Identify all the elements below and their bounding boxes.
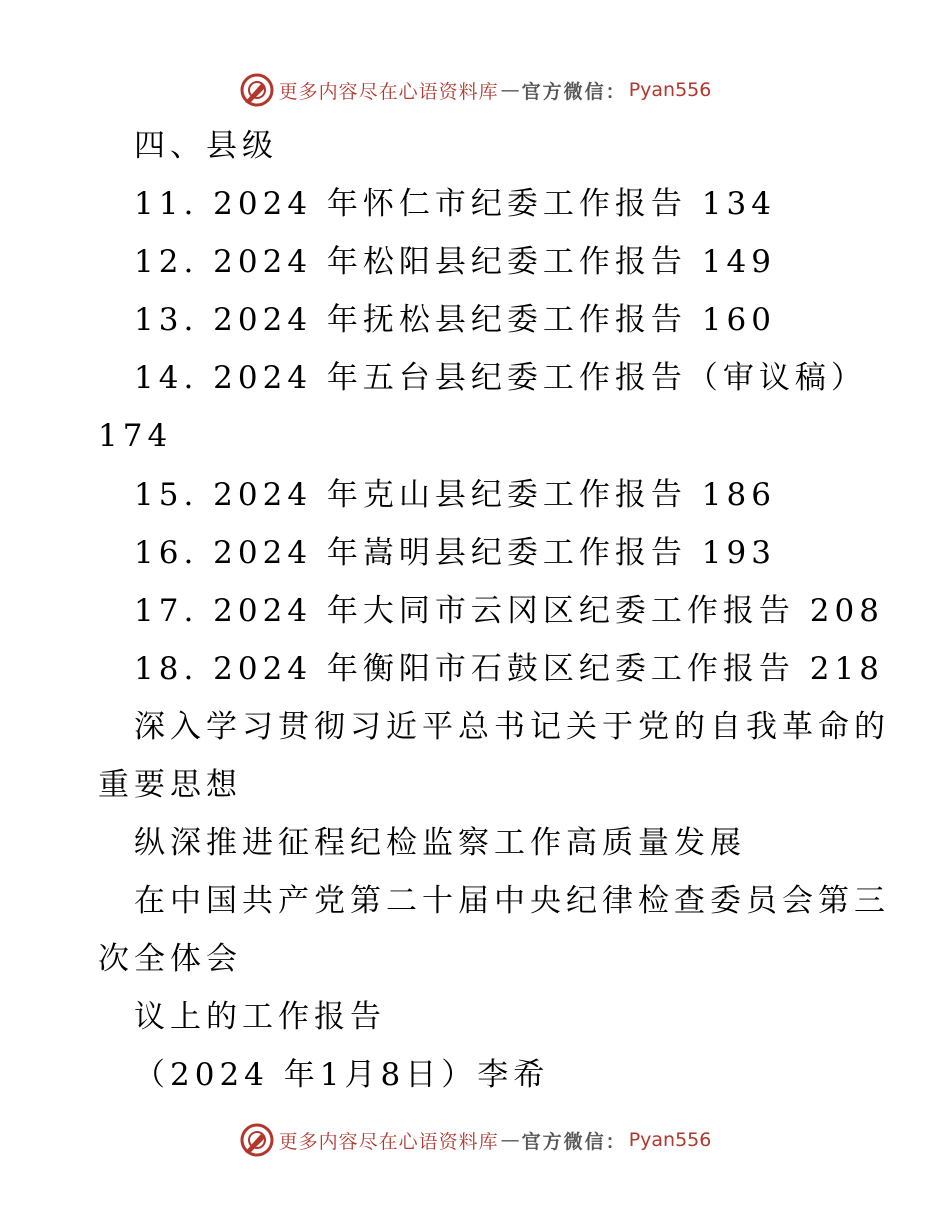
body-line: 纵深推进征程纪检监察工作高质量发展: [134, 825, 746, 861]
footer-banner-text: 更多内容尽在心语资料库: [278, 1130, 499, 1153]
header-wechat-id: Pyan556: [628, 79, 712, 101]
date-author-line: （2024 年1月8日）李希: [134, 1057, 550, 1093]
toc-entry-12: 12. 2024 年松阳县纪委工作报告 149: [134, 244, 776, 280]
header-banner-separator: —: [500, 79, 520, 101]
footer-banner-separator: —: [500, 1129, 520, 1151]
header-wechat-label: 官方微信：: [521, 80, 627, 103]
toc-entry-15: 15. 2024 年克山县纪委工作报告 186: [134, 477, 776, 513]
header-banner-text: 更多内容尽在心语资料库: [278, 80, 499, 103]
body-line: 深入学习贯彻习近平总书记关于党的自我革命的: [134, 709, 890, 745]
header-banner: [0, 70, 950, 110]
footer-wechat-id: Pyan556: [628, 1129, 712, 1151]
body-line: 议上的工作报告: [134, 999, 386, 1035]
toc-entry-11: 11. 2024 年怀仁市纪委工作报告 134: [134, 186, 776, 222]
toc-entry-13: 13. 2024 年抚松县纪委工作报告 160: [134, 302, 776, 338]
pen-logo-icon: [239, 1122, 275, 1158]
toc-entry-18: 18. 2024 年衡阳市石鼓区纪委工作报告 218: [134, 651, 884, 687]
toc-entry-16: 16. 2024 年嵩明县纪委工作报告 193: [134, 535, 776, 571]
footer-banner: [0, 1120, 950, 1160]
body-line: 重要思想: [98, 767, 242, 803]
pen-logo-icon: [239, 72, 275, 108]
footer-wechat-label: 官方微信：: [521, 1130, 627, 1153]
toc-entry-14: 14. 2024 年五台县纪委工作报告（审议稿）: [134, 360, 867, 396]
section-heading: 四、县级: [134, 128, 278, 164]
toc-entry-17: 17. 2024 年大同市云冈区纪委工作报告 208: [134, 593, 884, 629]
body-line: 次全体会: [98, 941, 242, 977]
toc-entry-14-page: 174: [98, 418, 173, 454]
body-line: 在中国共产党第二十届中央纪律检查委员会第三: [134, 883, 890, 919]
